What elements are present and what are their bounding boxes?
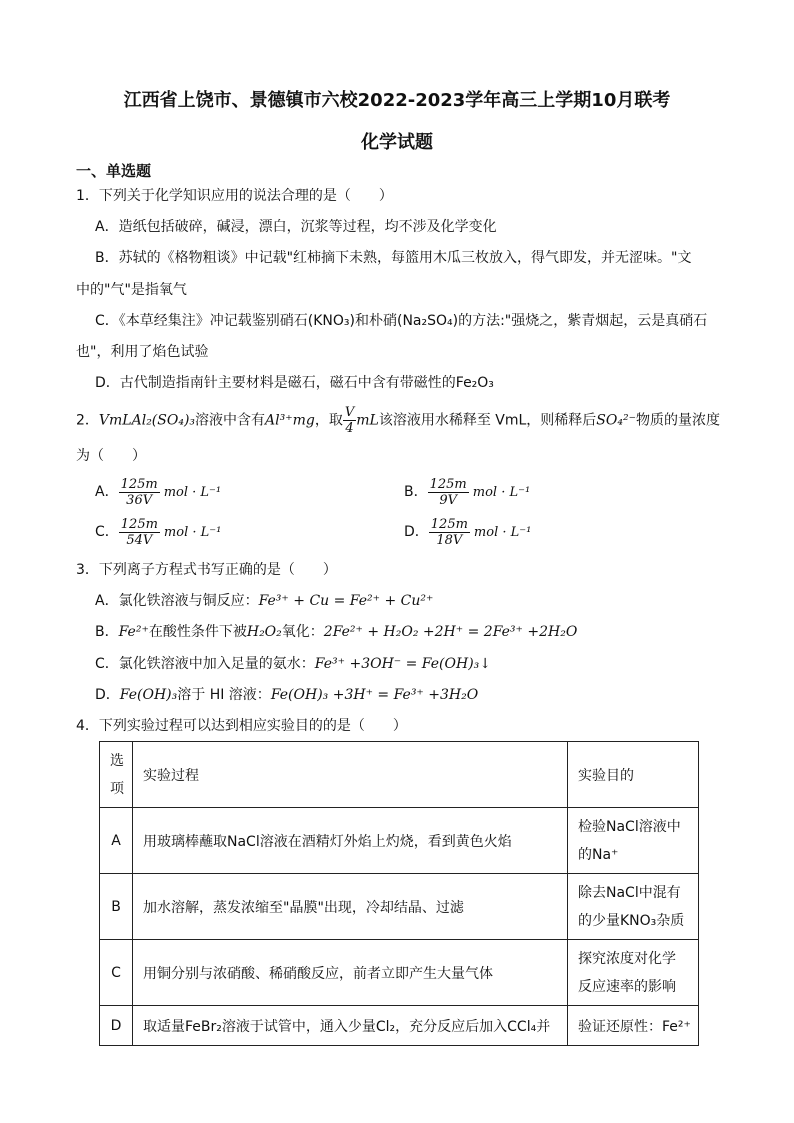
row-option: C [100, 940, 133, 1006]
q3-a-equation: Fe³⁺ + Cu = Fe²⁺ + Cu²⁺ [258, 593, 434, 609]
table-row [100, 1006, 699, 1046]
unit: mol · L⁻¹ [472, 485, 531, 500]
header-goal: 实验目的 [568, 742, 699, 808]
q3-b-ion: Fe²⁺ [118, 624, 149, 640]
q3-d-text: 溶于 HI 溶液： [177, 687, 271, 703]
q2-unit: mL [356, 412, 379, 429]
header-process: 实验过程 [133, 742, 568, 808]
q3-b-equation: 2Fe²⁺ + H₂O₂ +2H⁺ = 2Fe³⁺ +2H₂O [323, 624, 578, 640]
document-title: 江西省上饶市、景德镇市六校2022-2023学年高三上学期10月联考 [123, 90, 671, 111]
section-heading: 一、单选题 [76, 162, 152, 180]
q2-option-b [404, 476, 530, 509]
option-label: D． [95, 687, 120, 703]
table-row [100, 874, 699, 940]
q2-option-a [95, 476, 221, 509]
q2-text: 该溶液用水稀释至 VmL，则稀释后 [378, 412, 597, 429]
q2-stem-cont: 为（ ） [76, 448, 146, 464]
option-label: D． [404, 524, 429, 540]
option-label: A． [95, 484, 119, 500]
q2-volume-expr: VmLAl₂(SO₄)₃ [98, 412, 196, 429]
row-option: A [100, 808, 133, 874]
fraction-numerator: 125m [429, 476, 467, 492]
unit: mol · L⁻¹ [163, 485, 222, 500]
q2-text: 溶液中含有 [195, 412, 266, 429]
q1-option-d: D．古代制造指南针主要材料是磁石，磁石中含有带磁性的Fe₂O₃ [95, 375, 494, 391]
q3-d-equation: Fe(OH)₃ +3H⁺ = Fe³⁺ +3H₂O [270, 687, 479, 703]
q2-option-d [404, 516, 531, 549]
q3-option-b [95, 622, 577, 642]
q2-c-fraction [119, 517, 160, 548]
q2-number: 2． [76, 412, 99, 429]
q3-a-text: A．氯化铁溶液与铜反应： [95, 593, 259, 609]
q3-option-c [95, 654, 491, 674]
q2-a-fraction [119, 477, 160, 508]
row-process: 用铜分别与浓硝酸、稀硝酸反应，前者立即产生大量气体 [133, 940, 568, 1006]
row-option: B [100, 874, 133, 940]
row-goal: 验证还原性：Fe²⁺ [568, 1006, 699, 1046]
fraction-denominator: 9V [439, 492, 458, 508]
q3-c-equation: Fe³⁺ +3OH⁻ = Fe(OH)₃↓ [314, 656, 491, 672]
q3-d-compound: Fe(OH)₃ [119, 687, 178, 703]
fraction-numerator: 125m [120, 476, 158, 492]
q2-sulfate: SO₄²⁻ [596, 412, 636, 429]
q3-c-text: C．氯化铁溶液中加入足量的氨水： [95, 656, 315, 672]
fraction-numerator: 125m [120, 516, 158, 532]
q1-option-c: C．《本草经集注》冲记载鉴别硝石(KNO₃)和朴硝(Na₂SO₄)的方法:"强烧之，紫青烟起，云是真硝石 [95, 313, 708, 329]
q2-option-c [95, 516, 221, 549]
unit: mol · L⁻¹ [163, 525, 222, 540]
q3-stem: 3．下列离子方程式书写正确的是（ ） [76, 562, 337, 578]
fraction-denominator: 18V [436, 532, 463, 548]
q2-text: ，取 [314, 412, 343, 429]
table-row [100, 940, 699, 1006]
option-label: B． [95, 624, 119, 640]
header-option: 选项 [100, 742, 133, 808]
q3-b-text: 氧化： [281, 624, 324, 640]
q3-b-text: 在酸性条件下被 [148, 624, 247, 640]
row-goal: 检验NaCl溶液中的Na⁺ [568, 808, 699, 874]
row-goal: 除去NaCl中混有的少量KNO₃杂质 [568, 874, 699, 940]
option-label: C． [95, 524, 119, 540]
q3-option-a [95, 591, 433, 611]
row-process: 用玻璃棒蘸取NaCl溶液在酒精灯外焰上灼烧，看到黄色火焰 [133, 808, 568, 874]
q2-text: 物质的量浓度 [635, 412, 720, 429]
q2-ion-mass: Al³⁺mg [265, 412, 315, 429]
unit: mol · L⁻¹ [473, 525, 532, 540]
fraction-numerator: 125m [430, 516, 468, 532]
fraction-denominator: 36V [126, 492, 153, 508]
fraction-denominator: 54V [126, 532, 153, 548]
q2-fraction [343, 405, 356, 436]
q1-option-a: A．造纸包括破碎，碱浸，漂白，沉浆等过程，均不涉及化学变化 [95, 219, 497, 235]
row-option: D [100, 1006, 133, 1046]
q1-option-b-cont: 中的"气"是指氧气 [76, 282, 187, 298]
q2-b-fraction [428, 477, 469, 508]
q2-d-fraction [429, 517, 470, 548]
q4-stem: 4．下列实验过程可以达到相应实验目的的是（ ） [76, 718, 407, 734]
q2-stem [76, 405, 720, 436]
table-header-row [100, 742, 699, 808]
table-row [100, 808, 699, 874]
row-process: 加水溶解，蒸发浓缩至"晶膜"出现，冷却结晶、过滤 [133, 874, 568, 940]
fraction-numerator: V [344, 405, 355, 420]
row-goal: 探究浓度对化学反应速率的影响 [568, 940, 699, 1006]
option-label: B． [404, 484, 428, 500]
fraction-denominator: 4 [345, 421, 354, 436]
q1-option-b: B．苏轼的《格物粗谈》中记载"红柿摘下未熟，每篮用木瓜三枚放入，得气即发，并无涩味。"文 [95, 250, 692, 266]
experiment-table [99, 741, 699, 1046]
q1-stem: 1．下列关于化学知识应用的说法合理的是（ ） [76, 188, 393, 204]
q1-option-c-cont: 也"，利用了焰色试验 [76, 344, 209, 360]
row-process: 取适量FeBr₂溶液于试管中，通入少量Cl₂，充分反应后加入CCl₄并 [133, 1006, 568, 1046]
document-subtitle: 化学试题 [361, 132, 433, 153]
q3-option-d [95, 685, 478, 705]
q3-b-peroxide: H₂O₂ [246, 624, 282, 640]
